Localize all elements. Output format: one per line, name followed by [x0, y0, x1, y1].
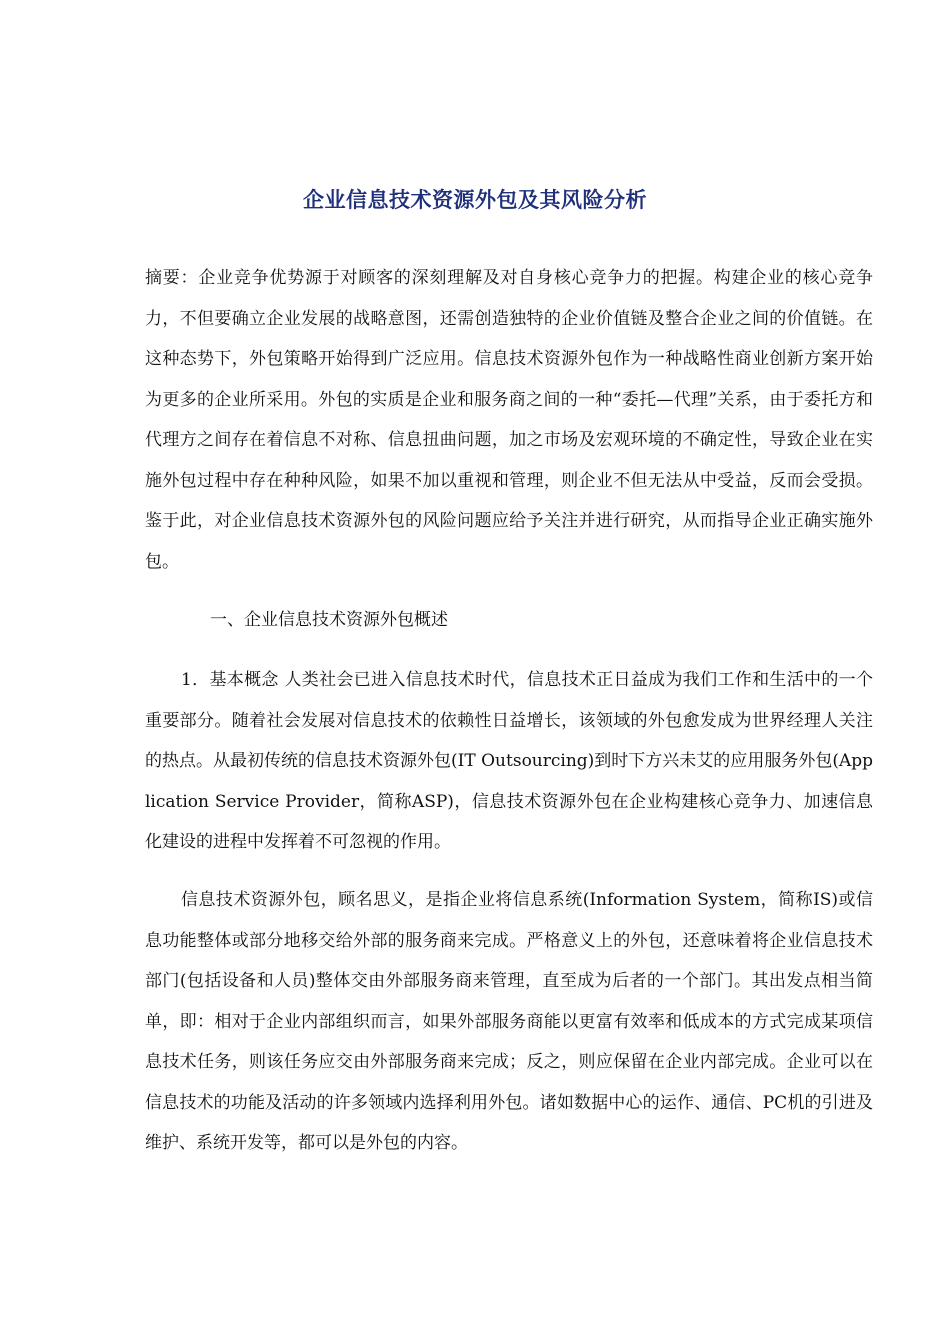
section-heading: 一、企业信息技术资源外包概述 [210, 610, 448, 630]
abstract-paragraph: 摘要：企业竞争优势源于对顾客的深刻理解及对自身核心竞争力的把握。构建企业的核心竞争力，不但要确立企业发展的战略意图，还需创造独特的企业价值链及整合企业之间的价值链。在这种态势下，外包策略开始得到广泛应用。信息技术资源外包作为一种战略性商业创新方案开始为更多的企业所采用。外包的实质是企业和服务商之间的一种“委托—代理”关系，由于委托方和代理方之间存在着信息不对称、信息扭曲问题，加之市场及宏观环境的不确定性，导致企业在实施外包过程中存在种种风险，如果不加以重视和管理，则企业不但无法从中受益，反而会受损。鉴于此，对企业信息技术资源外包的风险问题应给予关注并进行研究，从而指导企业正确实施外包。 [145, 268, 873, 572]
definition-paragraph: 信息技术资源外包，顾名思义，是指企业将信息系统(Information System，简称IS)或信息功能整体或部分地移交给外部的服务商来完成。严格意义上的外包，还意味着将企业信息技术部门(包括设备和人员)整体交由外部服务商来管理，直至成为后者的一个部门。其出发点相当简单，即：相对于企业内部组织而言，如果外部服务商能以更富有效率和低成本的方式完成某项信息技术任务，则该任务应交由外部服务商来完成；反之，则应保留在企业内部完成。企业可以在信息技术的功能及活动的许多领域内选择利用外包。诸如数据中心的运作、通信、PC机的引进及维护、系统开发等，都可以是外包的内容。 [145, 890, 873, 1153]
basic-concept-paragraph: 1．基本概念 人类社会已进入信息技术时代，信息技术正日益成为我们工作和生活中的一个重要部分。随着社会发展对信息技术的依赖性日益增长，该领域的外包愈发成为世界经理人关注的热点。从最初传统的信息技术资源外包(IT Outsourcing)到时下方兴未艾的应用服务外包(Application Service Provider，简称ASP)，信息技术资源外包在企业构建核心竞争力、加速信息化建设的进程中发挥着不可忽视的作用。 [145, 670, 873, 852]
document-title: 企业信息技术资源外包及其风险分析 [303, 187, 647, 212]
